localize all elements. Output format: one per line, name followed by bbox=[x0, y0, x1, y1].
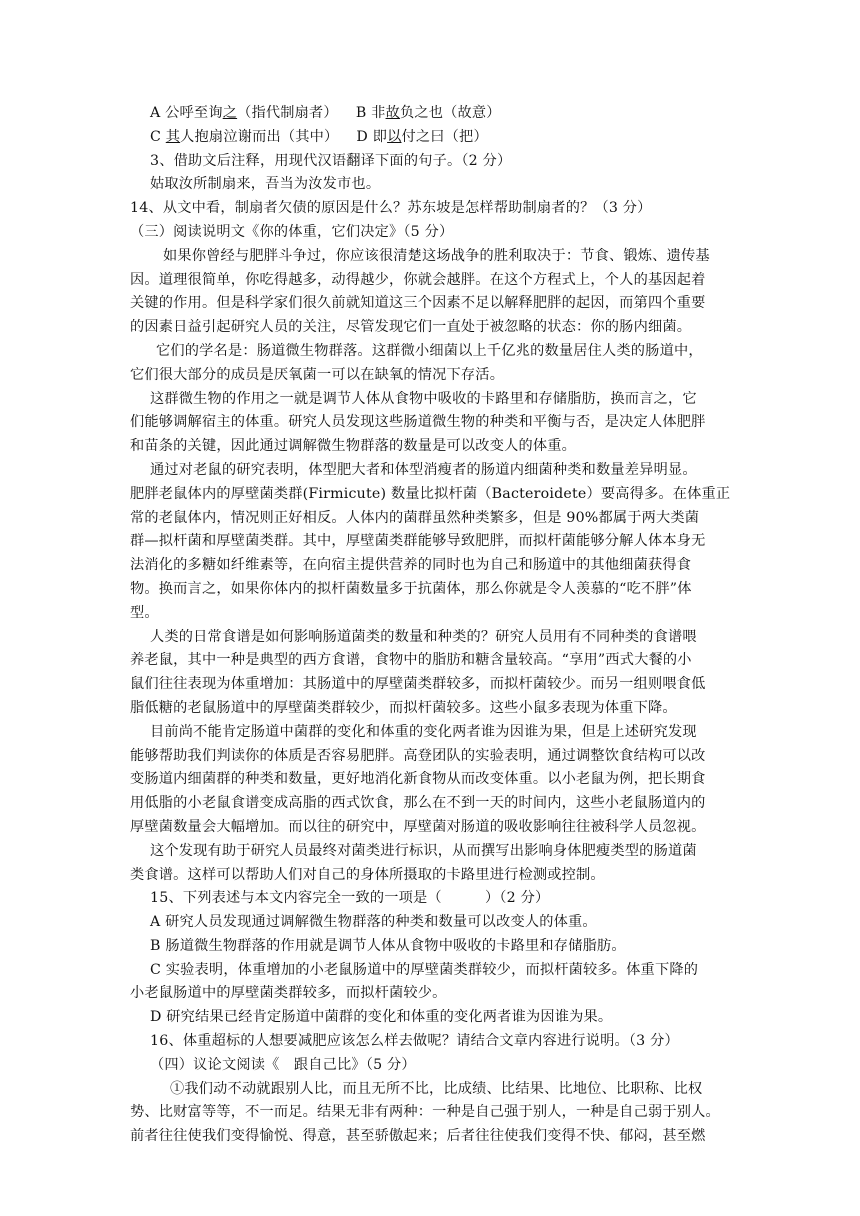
q13-options-row-1 bbox=[130, 102, 742, 126]
option-b: B 非故负之也（故意） bbox=[355, 105, 501, 121]
question-14: 14、从文中看，制扇者欠债的原因是什么？苏东坡是怎样帮助制扇者的？（3 分） bbox=[130, 200, 652, 217]
paragraph-5: 人类的日常食谱是如何影响肠道菌类的数量和种类的？研究人员用有不同种类的食谱喂 养老鼠，其中一种是典型的西方食谱，食物中的脂肪和糖含量较高。“享用”西式大餐的小 鼠们往往表现为体重增加：其肠道中的厚壁菌类群较多，而拟杆菌较少。而另一组则喂食低 脂低糖的老鼠肠道中的厚壁菌类群较少，而拟杆菌较多。这些小鼠多表现为体重下降。 bbox=[130, 628, 706, 716]
section-4-title: （四）议论文阅读《 跟自己比》（5 分） bbox=[150, 1056, 416, 1073]
translation-sentence: 姑取汝所制扇来，吾当为汝发市也。 bbox=[150, 176, 381, 193]
question-15-option-c: C 实验表明，体重增加的小老鼠肠道中的厚壁菌类群较少，而拟杆菌较多。体重下降的 小老鼠肠道中的厚壁菌类群较多，而拟杆菌较少。 bbox=[130, 961, 699, 1002]
option-d: D 即以付之曰（把） bbox=[356, 128, 488, 145]
question-13-3: 3、借助文后注释，用现代汉语翻译下面的句子。（2 分） bbox=[150, 152, 512, 169]
paragraph-6: 目前尚不能肯定肠道中菌群的变化和体重的变化两者谁为因谁为果，但是上述研究发现 能够帮助我们判读你的体质是否容易肥胖。高登团队的实验表明，通过调整饮食结构可以改 变肠道内细菌群的种类和数量，更好地消化新食物从而改变体重。以小老鼠为例，把长期食 用低脂的小老鼠食谱变成高脂的西式饮食，那么在不到一天的时间内，这些小老鼠肠道内的 厚壁菌数量会大幅增加。而以往的研究中，厚壁菌对肠道的吸收影响往往被科学人员忽视。 bbox=[130, 723, 706, 835]
question-15-option-d: D 研究结果已经肯定肠道中菌群的变化和体重的变化两者谁为因谁为果。 bbox=[150, 1009, 613, 1026]
paragraph-2: 它们的学名是：肠道微生物群落。这群微小细菌以上千亿兆的数量居住人类的肠道中， 它们很大部分的成员是厌氧菌一可以在缺氧的情况下存活。 bbox=[130, 342, 703, 383]
option-c: C 其人抱扇泣谢而出（其中） bbox=[150, 128, 339, 145]
section-3-title: （三）阅读说明文《你的体重，它们决定》（5 分） bbox=[130, 223, 454, 240]
exam-page bbox=[130, 102, 742, 1149]
question-15-option-b: B 肠道微生物群落的作用就是调节人体从食物中吸收的卡路里和存储脂肪。 bbox=[150, 937, 626, 954]
paragraph-3: 这群微生物的作用之一就是调节人体从食物中吸收的卡路里和存储脂肪，换而言之，它 们能够调解宿主的体重。研究人员发现这些肠道微生物的种类和平衡与否，是决定人体肥胖 和苗条的关键，因此通过调解微生物群落的数量是可以改变人的体重。 bbox=[130, 390, 706, 455]
option-a: A 公呼至询之（指代制扇者） bbox=[150, 105, 338, 121]
question-15-option-a: A 研究人员发现通过调解微生物群落的种类和数量可以改变人的体重。 bbox=[150, 914, 597, 931]
paragraph-7: 这个发现有助于研究人员最终对菌类进行标识，从而撰写出影响身体肥瘦类型的肠道菌 类食谱。这样可以帮助人们对自己的身体所摄取的卡路里进行检测或控制。 bbox=[130, 842, 697, 883]
paragraph-4: 通过对老鼠的研究表明，体型肥大者和体型消瘦者的肠道内细菌种类和数量差异明显。 肥胖老鼠体内的厚壁菌类群(Firmicute) 数量比拟杆菌（Bacteroidete）要高得多。在体重正 常的老鼠体内，情况则正好相反。人体内的菌群虽然种类繁多，但是 90%都属于两大类菌 群—拟杆菌和厚壁菌类群。其中，厚壁菌类群能够导致肥胖，而拟杆菌能够分解人体本身无 法消化的多糖如纤维素等，在向宿主提供营养的同时也为自己和肠道中的其他细菌获得食 物。换而言之，如果你体内的拟杆菌数量多于抗菌体，那么你就是令人羡慕的“吃不胖”体 型。 bbox=[130, 461, 731, 621]
q13-options-row-2 bbox=[130, 126, 742, 150]
question-15: 15、下列表述与本文内容完全一致的一项是（ ）（2 分） bbox=[150, 890, 550, 907]
paragraph-1: 如果你曾经与肥胖斗争过，你应该很清楚这场战争的胜利取决于：节食、锻炼、遗传基 因。道理很简单，你吃得越多，动得越少，你就会越胖。在这个方程式上，个人的基因起着 关键的作用。但是科学家们很久前就知道这三个因素不足以解释肥胖的起因，而第四个重要 的因素日益引起研究人员的关注，尽管发现它们一直处于被忽略的状态：你的肠内细菌。 bbox=[130, 247, 710, 336]
question-16: 16、体重超标的人想要减肥应该怎么样去做呢？请结合文章内容进行说明。（3 分） bbox=[150, 1033, 679, 1050]
paragraph-8: ①我们动不动就跟别人比，而且无所不比，比成绩、比结果、比地位、比职称、比权 势、比财富等等，不一而足。结果无非有两种：一种是自己强于别人，一种是自己弱于别人。 前者往往使我们变得愉悦、得意，甚至骄傲起来；后者往往使我们变得不快、郁闷，甚至燃 bbox=[130, 1080, 720, 1145]
